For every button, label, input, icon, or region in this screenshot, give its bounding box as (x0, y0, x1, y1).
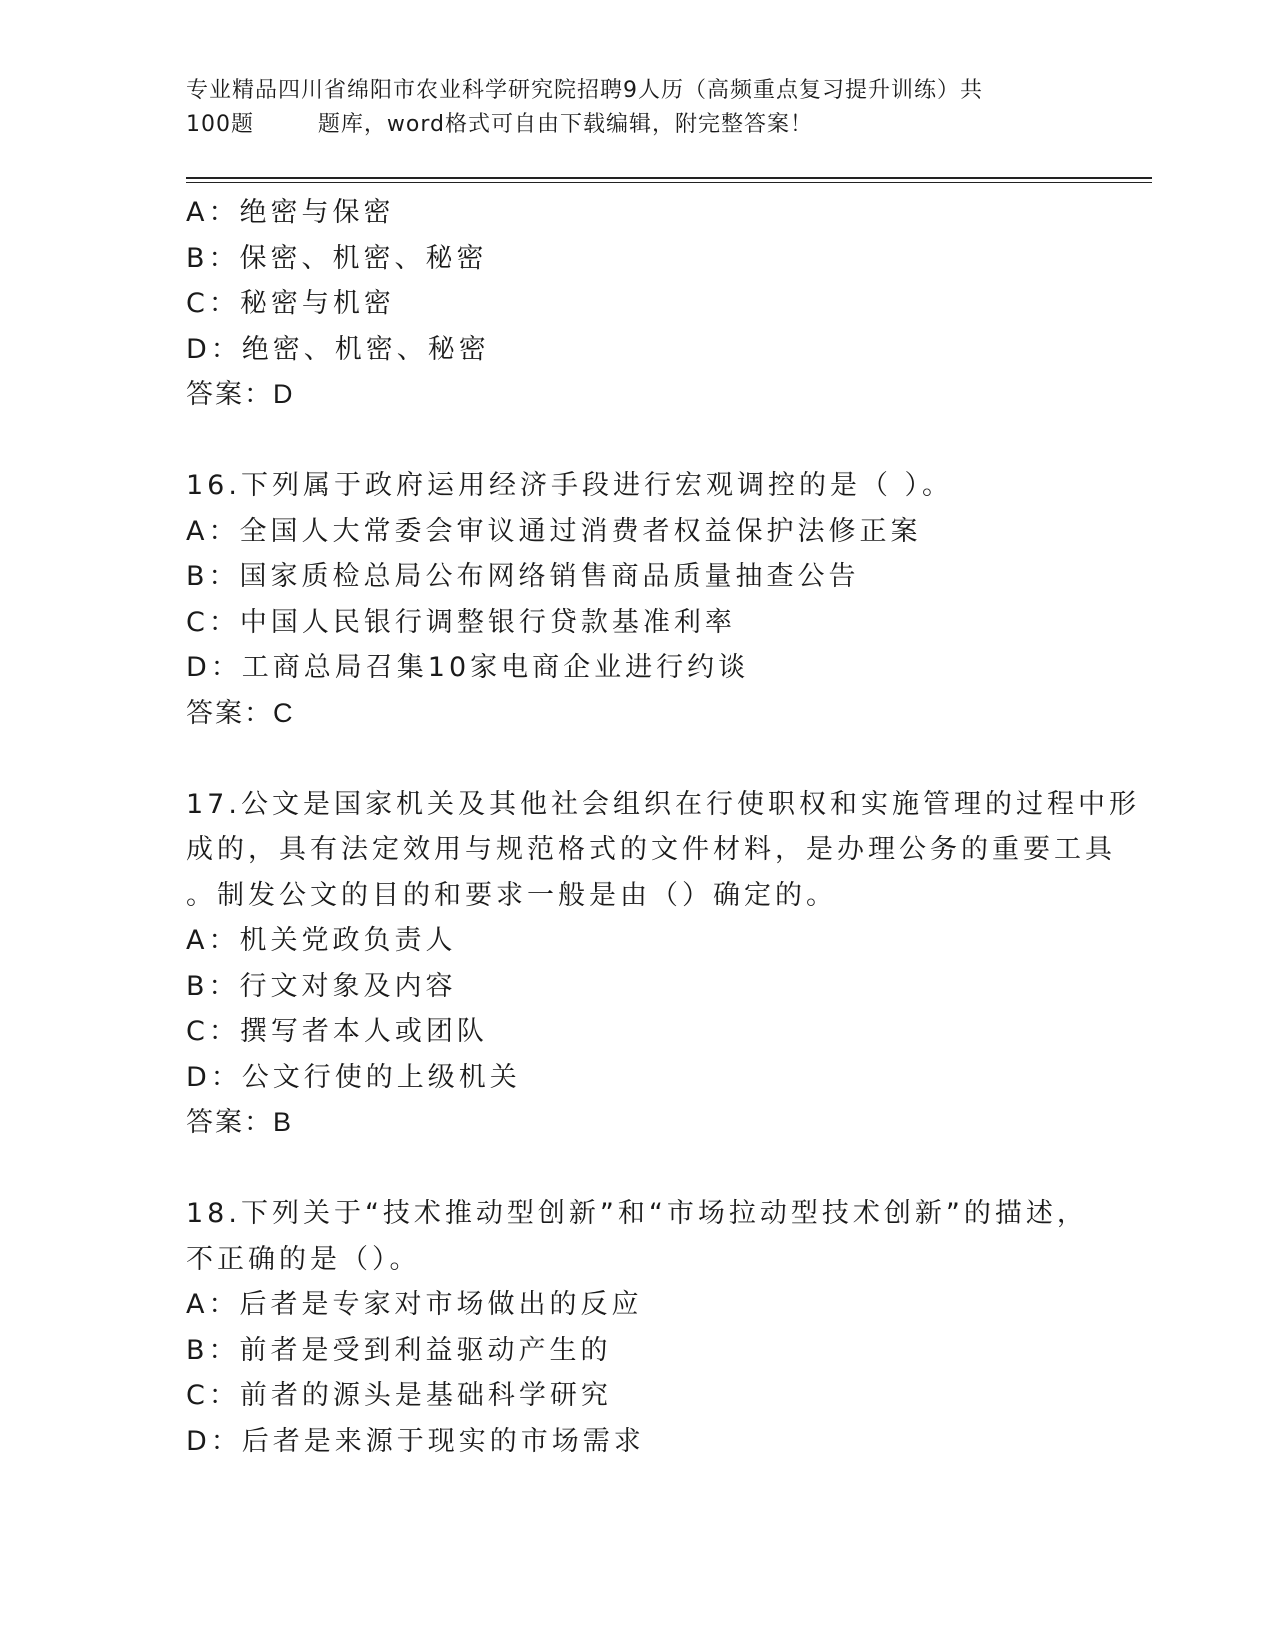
question-stem-line-2: 成的，具有法定效用与规范格式的文件材料，是办理公务的重要工具 (186, 834, 1116, 865)
option-c: C：秘密与机密 (186, 288, 395, 319)
option-b: B：国家质检总局公布网络销售商品质量抽查公告 (186, 561, 860, 592)
question-stem-line-1: 17.公文是国家机关及其他社会组织在行使职权和实施管理的过程中形 (186, 788, 1140, 820)
option-d: D：公文行使的上级机关 (186, 1061, 521, 1093)
spacer (186, 1146, 1086, 1192)
question-stem-line-3: 。制发公文的目的和要求一般是由（）确定的。 (186, 879, 837, 911)
option-a: A：绝密与保密 (186, 197, 395, 228)
option-c: C：撰写者本人或团队 (186, 1016, 488, 1047)
option-c: C：中国人民银行调整银行贷款基准利率 (186, 606, 736, 638)
answer: 答案：C (186, 697, 295, 728)
question-stem-line-2: 不正确的是（）。 (186, 1243, 421, 1275)
option-d: D：工商总局召集10家电商企业进行约谈 (186, 652, 750, 683)
header-divider-thin (186, 182, 1152, 183)
question-stem: 16.下列属于政府运用经济手段进行宏观调控的是（ ）。 (186, 470, 954, 501)
option-c: C：前者的源头是基础科学研究 (186, 1380, 612, 1411)
question-list (186, 190, 1140, 1464)
answer: 答案：D (186, 379, 295, 409)
option-d: D：后者是来源于现实的市场需求 (186, 1425, 645, 1457)
option-b: B：前者是受到利益驱动产生的 (186, 1334, 612, 1366)
spacer (186, 418, 1086, 464)
option-b: B：保密、机密、秘密 (186, 242, 488, 274)
header-title-line-2: 100题 题库，word格式可自由下载编辑，附完整答案！ (186, 112, 814, 137)
option-a: A：机关党政负责人 (186, 925, 457, 956)
spacer (186, 736, 1086, 782)
question-15 (186, 190, 1086, 418)
question-16 (186, 463, 1086, 736)
option-d: D：绝密、机密、秘密 (186, 333, 490, 365)
option-a: A：全国人大常委会审议通过消费者权益保护法修正案 (186, 515, 922, 547)
question-18 (186, 1191, 1086, 1464)
document-header (186, 74, 1086, 142)
answer: 答案：B (186, 1107, 294, 1137)
header-title-line-1: 专业精品四川省绵阳市农业科学研究院招聘9人历（高频重点复习提升训练）共 (186, 78, 983, 103)
question-stem-line-1: 18.下列关于“技术推动型创新”和“市场拉动型技术创新”的描述， (186, 1198, 1088, 1229)
option-a: A：后者是专家对市场做出的反应 (186, 1289, 643, 1320)
question-17 (186, 782, 1140, 1146)
option-b: B：行文对象及内容 (186, 970, 457, 1002)
header-divider-thick (186, 177, 1152, 179)
